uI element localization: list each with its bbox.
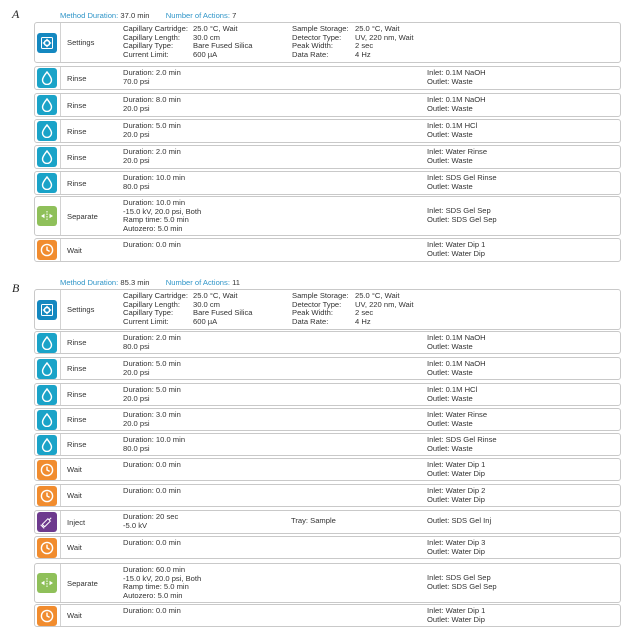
step-params	[123, 96, 181, 113]
settings-field: Capillary Type:	[123, 308, 174, 318]
step-name: Wait	[67, 491, 82, 500]
gear-icon	[37, 33, 57, 53]
settings-field: Sample Storage:	[292, 24, 349, 33]
divider	[60, 409, 61, 430]
outlet-label: Outlet: Waste	[427, 103, 473, 113]
divider	[60, 358, 61, 379]
step-name: Rinse	[67, 127, 87, 136]
step-param: Duration: 8.0 min	[123, 95, 181, 104]
settings-right-values	[355, 292, 414, 326]
step-params	[123, 607, 181, 616]
step-name: Wait	[67, 543, 82, 552]
divider	[60, 120, 61, 142]
step-param: 80.0 psi	[123, 341, 150, 351]
rinse-step[interactable]	[34, 119, 621, 143]
settings-field: 600 µA	[193, 316, 218, 326]
inlet-outlet	[427, 360, 486, 377]
step-param: Duration: 2.0 min	[123, 147, 181, 156]
settings-right-keys	[292, 25, 349, 59]
step-name: Separate	[67, 579, 98, 588]
inlet-label: Inlet: Water Dip 2	[427, 486, 486, 495]
clock-icon	[37, 538, 57, 558]
step-param: Duration: 10.0 min	[123, 198, 186, 207]
panel-a-summary	[60, 11, 236, 20]
settings-left-values	[193, 25, 253, 59]
inject-step[interactable]	[34, 510, 621, 534]
settings-field: Detector Type:	[292, 299, 342, 309]
rinse-step[interactable]	[34, 171, 621, 195]
method-duration-value: 85.3 min	[120, 278, 150, 287]
step-param: Duration: 60.0 min	[123, 565, 186, 574]
inlet-outlet	[427, 207, 497, 224]
rinse-step[interactable]	[34, 93, 621, 117]
settings-field: Current Limit:	[123, 49, 169, 59]
divider	[60, 384, 61, 405]
step-param: -15.0 kV, 20.0 psi, Both	[123, 206, 202, 216]
step-param: Duration: 10.0 min	[123, 435, 186, 444]
outlet-label: Outlet: Waste	[427, 367, 473, 377]
inlet-label: Inlet: SDS Gel Sep	[427, 206, 491, 215]
step-param: Ramp time: 5.0 min	[123, 215, 189, 225]
rinse-step[interactable]	[34, 357, 621, 380]
panel-a-letter: A	[12, 7, 20, 21]
step-param: 20.0 psi	[123, 367, 150, 377]
inlet-outlet	[427, 607, 485, 624]
inlet-label: Inlet: 0.1M HCl	[427, 121, 478, 130]
inlet-outlet	[427, 148, 487, 165]
step-params	[123, 411, 181, 428]
droplet-icon	[37, 359, 57, 379]
number-of-actions-label: Number of Actions:	[165, 278, 230, 287]
settings-left-keys	[123, 25, 188, 59]
wait-step[interactable]	[34, 536, 621, 559]
wait-step[interactable]	[34, 604, 621, 627]
step-name: Rinse	[67, 74, 87, 83]
step-name: Settings	[67, 38, 95, 47]
settings-field: 4 Hz	[355, 316, 371, 326]
droplet-icon	[37, 410, 57, 430]
method-duration-label: Method Duration:	[60, 11, 119, 20]
inlet-label: Inlet: SDS Gel Rinse	[427, 435, 497, 444]
outlet-label: Outlet: Waste	[427, 76, 473, 86]
settings-field: Capillary Cartridge:	[123, 291, 188, 300]
step-name: Rinse	[67, 415, 87, 424]
settings-left-values	[193, 292, 253, 326]
settings-field: 25.0 °C, Wait	[193, 291, 238, 300]
outlet-label: Outlet: SDS Gel Sep	[427, 581, 497, 591]
settings-right-keys	[292, 292, 349, 326]
step-param: Duration: 5.0 min	[123, 359, 181, 368]
step-name: Rinse	[67, 338, 87, 347]
settings-field: 30.0 cm	[193, 32, 221, 42]
droplet-icon	[37, 385, 57, 405]
settings-field: Data Rate:	[292, 316, 329, 326]
clock-icon	[37, 460, 57, 480]
separate-icon	[37, 573, 57, 593]
divider	[60, 332, 61, 353]
inlet-outlet	[427, 461, 485, 478]
step-param: Duration: 5.0 min	[123, 385, 181, 394]
number-of-actions-label: Number of Actions:	[165, 11, 230, 20]
inlet-label: Inlet: Water Dip 3	[427, 538, 486, 547]
number-of-actions-value: 7	[232, 11, 237, 20]
step-params	[123, 487, 181, 496]
settings-field: 2 sec	[355, 41, 374, 51]
step-param: Duration: 0.0 min	[123, 486, 181, 495]
rinse-step[interactable]	[34, 66, 621, 90]
step-name: Rinse	[67, 364, 87, 373]
step-param: 20.0 psi	[123, 393, 150, 403]
settings-left-keys	[123, 292, 188, 326]
droplet-icon	[37, 173, 57, 193]
divider	[60, 537, 61, 558]
step-name: Rinse	[67, 101, 87, 110]
inlet-outlet	[427, 96, 486, 113]
step-param: Autozero: 5.0 min	[123, 590, 183, 600]
outlet-label: Outlet: Waste	[427, 129, 473, 139]
step-name: Rinse	[67, 440, 87, 449]
clock-icon	[37, 240, 57, 260]
settings-field: 30.0 cm	[193, 299, 221, 309]
step-params	[123, 122, 181, 139]
outlet-label: Outlet: Waste	[427, 181, 473, 191]
number-of-actions-value: 11	[232, 278, 240, 287]
divider	[60, 434, 61, 455]
inlet-outlet	[427, 241, 485, 258]
divider	[60, 290, 61, 329]
outlet-label: Outlet: Waste	[427, 341, 473, 351]
settings-field: Data Rate:	[292, 49, 329, 59]
inlet-label: Inlet: SDS Gel Rinse	[427, 173, 497, 182]
inlet-outlet	[427, 334, 486, 351]
settings-field: 25.0 °C, Wait	[355, 24, 400, 33]
step-params	[123, 241, 181, 250]
step-param: 20.0 psi	[123, 155, 150, 165]
step-params	[123, 174, 185, 191]
step-param: 80.0 psi	[123, 181, 150, 191]
inlet-label: Inlet: Water Rinse	[427, 147, 488, 156]
step-params	[123, 334, 181, 351]
settings-field: 600 µA	[193, 49, 218, 59]
inlet-label: Inlet: 0.1M NaOH	[427, 68, 486, 77]
divider	[60, 146, 61, 168]
settings-field: Bare Fused Silica	[193, 308, 253, 318]
settings-field: Capillary Type:	[123, 41, 174, 51]
settings-field: Bare Fused Silica	[193, 41, 253, 51]
step-name: Separate	[67, 212, 98, 221]
settings-field: Detector Type:	[292, 32, 342, 42]
step-name: Rinse	[67, 390, 87, 399]
wait-step[interactable]	[34, 238, 621, 262]
step-param: Duration: 0.0 min	[123, 240, 181, 249]
droplet-icon	[37, 147, 57, 167]
step-param: 80.0 psi	[123, 443, 150, 453]
divider	[60, 239, 61, 261]
divider	[60, 485, 61, 506]
outlet-label: Outlet: Water Dip	[427, 546, 485, 556]
step-param: 20.0 psi	[123, 418, 150, 428]
divider	[60, 564, 61, 602]
settings-field: 25.0 °C, Wait	[355, 291, 400, 300]
divider	[60, 172, 61, 194]
tray-label: Tray: Sample	[291, 516, 336, 525]
step-param: Duration: 20 sec	[123, 512, 179, 521]
step-param: Autozero: 5.0 min	[123, 223, 183, 233]
inlet-outlet	[427, 487, 485, 504]
settings-field: UV, 220 nm, Wait	[355, 32, 414, 42]
step-params	[123, 513, 178, 530]
outlet-label: Outlet: Water Dip	[427, 248, 485, 258]
syringe-icon	[37, 512, 57, 532]
outlet-label: Outlet: Water Dip	[427, 494, 485, 504]
separate-icon	[37, 206, 57, 226]
settings-field: Peak Width:	[292, 308, 333, 318]
step-name: Rinse	[67, 179, 87, 188]
inlet-outlet	[427, 539, 485, 556]
rinse-step[interactable]	[34, 331, 621, 354]
inlet-label: Inlet: Water Dip 1	[427, 460, 486, 469]
inlet-outlet	[427, 174, 497, 191]
droplet-icon	[37, 121, 57, 141]
settings-field: Sample Storage:	[292, 291, 349, 300]
outlet-label: Outlet: SDS Gel Inj	[427, 516, 492, 525]
step-param: Duration: 5.0 min	[123, 121, 181, 130]
droplet-icon	[37, 95, 57, 115]
method-duration-value: 37.0 min	[120, 11, 150, 20]
inlet-label: Inlet: Water Dip 1	[427, 240, 486, 249]
settings-field: 4 Hz	[355, 49, 371, 59]
step-params	[123, 69, 181, 86]
outlet-label: Outlet: Waste	[427, 443, 473, 453]
settings-step[interactable]	[34, 289, 621, 330]
settings-field: 2 sec	[355, 308, 374, 318]
inlet-outlet	[427, 69, 486, 86]
inlet-label: Inlet: SDS Gel Sep	[427, 573, 491, 582]
wait-step[interactable]	[34, 484, 621, 507]
settings-field: 25.0 °C, Wait	[193, 24, 238, 33]
step-name: Inject	[67, 518, 86, 527]
step-name: Wait	[67, 246, 82, 255]
droplet-icon	[37, 435, 57, 455]
settings-field: Current Limit:	[123, 316, 169, 326]
divider	[60, 511, 61, 533]
step-param: -15.0 kV, 20.0 psi, Both	[123, 573, 202, 583]
inlet-label: Inlet: Water Rinse	[427, 410, 488, 419]
gear-icon	[37, 300, 57, 320]
step-params	[123, 386, 181, 403]
step-param: Ramp time: 5.0 min	[123, 582, 189, 592]
step-params	[123, 148, 181, 165]
inlet-label: Inlet: Water Dip 1	[427, 606, 486, 615]
rinse-step[interactable]	[34, 408, 621, 431]
step-params	[123, 566, 201, 600]
step-params	[123, 436, 185, 453]
settings-field: Capillary Cartridge:	[123, 24, 188, 33]
inlet-outlet	[427, 411, 487, 428]
step-params	[123, 539, 181, 548]
step-param: Duration: 0.0 min	[123, 538, 181, 547]
step-param: Duration: 2.0 min	[123, 333, 181, 342]
step-param: Duration: 2.0 min	[123, 68, 181, 77]
outlet-label: Outlet: SDS Gel Sep	[427, 214, 497, 224]
step-param: -5.0 kV	[123, 520, 148, 530]
divider	[60, 23, 61, 62]
step-param: 20.0 psi	[123, 129, 150, 139]
step-param: Duration: 0.0 min	[123, 606, 181, 615]
rinse-step[interactable]	[34, 145, 621, 169]
separate-step[interactable]	[34, 563, 621, 603]
method-duration-label: Method Duration:	[60, 278, 119, 287]
divider	[60, 459, 61, 480]
inlet-outlet	[427, 122, 477, 139]
outlet-label: Outlet: Waste	[427, 393, 473, 403]
settings-field: Capillary Length:	[123, 32, 180, 42]
outlet-label: Outlet: Waste	[427, 155, 473, 165]
step-name: Wait	[67, 465, 82, 474]
step-name: Settings	[67, 305, 95, 314]
separate-step[interactable]	[34, 196, 621, 236]
settings-field: UV, 220 nm, Wait	[355, 299, 414, 309]
step-params	[123, 360, 181, 377]
divider	[60, 94, 61, 116]
inlet-label: Inlet: 0.1M NaOH	[427, 359, 486, 368]
settings-field: Peak Width:	[292, 41, 333, 51]
settings-field: Capillary Length:	[123, 299, 180, 309]
step-name: Wait	[67, 611, 82, 620]
step-params	[123, 461, 181, 470]
settings-step[interactable]	[34, 22, 621, 63]
settings-right-values	[355, 25, 414, 59]
step-param: 70.0 psi	[123, 76, 150, 86]
inlet-label: Inlet: 0.1M NaOH	[427, 333, 486, 342]
outlet-label: Outlet: Water Dip	[427, 468, 485, 478]
inlet-outlet	[427, 436, 497, 453]
droplet-icon	[37, 68, 57, 88]
inlet-label: Inlet: 0.1M HCl	[427, 385, 478, 394]
clock-icon	[37, 606, 57, 626]
step-name: Rinse	[67, 153, 87, 162]
inlet-label: Inlet: 0.1M NaOH	[427, 95, 486, 104]
step-param: Duration: 3.0 min	[123, 410, 181, 419]
inlet-outlet	[427, 574, 497, 591]
divider	[60, 67, 61, 89]
step-param: 20.0 psi	[123, 103, 150, 113]
divider	[60, 197, 61, 235]
step-param: Duration: 10.0 min	[123, 173, 186, 182]
clock-icon	[37, 486, 57, 506]
step-param: Duration: 0.0 min	[123, 460, 181, 469]
wait-step[interactable]	[34, 458, 621, 481]
step-params	[123, 199, 201, 233]
divider	[60, 605, 61, 626]
panel-b-letter: B	[12, 281, 20, 295]
outlet-label: Outlet: Water Dip	[427, 614, 485, 624]
droplet-icon	[37, 333, 57, 353]
rinse-step[interactable]	[34, 383, 621, 406]
inlet-outlet	[427, 386, 477, 403]
rinse-step[interactable]	[34, 433, 621, 456]
panel-b-summary	[60, 278, 240, 287]
outlet-label: Outlet: Waste	[427, 418, 473, 428]
